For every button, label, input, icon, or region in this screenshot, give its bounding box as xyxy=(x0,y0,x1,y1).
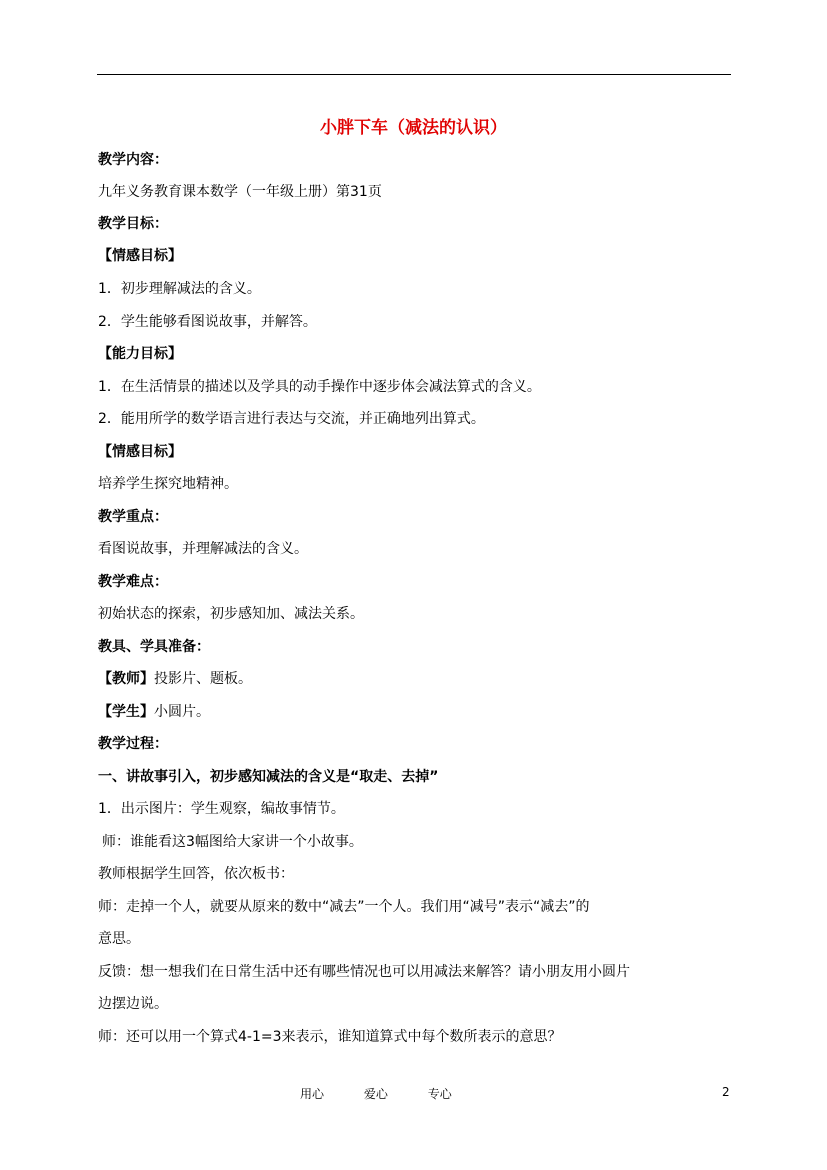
paragraph: 初始状态的探索，初步感知加、减法关系。 xyxy=(98,606,364,622)
materials-teacher xyxy=(98,669,252,689)
paragraph: 反馈：想一想我们在日常生活中还有哪些情况也可以用减法来解答？请小朋友用小圆片 xyxy=(98,964,630,980)
heading-content: 教学内容： xyxy=(98,152,168,168)
subheading: 【情感目标】 xyxy=(98,248,182,264)
footer-item: 专心 xyxy=(427,1087,452,1101)
list-item: 2．能用所学的数学语言进行表达与交流，并正确地列出算式。 xyxy=(98,411,485,427)
heading-materials: 教具、学具准备： xyxy=(98,639,210,655)
subheading: 【能力目标】 xyxy=(98,346,182,362)
footer-item: 用心 xyxy=(300,1087,325,1101)
heading-key-points: 教学重点： xyxy=(98,509,168,525)
paragraph: 九年义务教育课本数学（一年级上册）第31页 xyxy=(98,184,382,200)
subheading: 【情感目标】 xyxy=(98,444,182,460)
materials-student xyxy=(98,702,210,722)
paragraph: 师：走掉一个人，就要从原来的数中“减去”一个人。我们用“减号”表示“减去”的 xyxy=(98,899,590,915)
page-number: 2 xyxy=(722,1085,730,1099)
heading-process: 教学过程： xyxy=(98,736,168,752)
section-heading: 一、讲故事引入，初步感知减法的含义是“取走、去掉” xyxy=(98,769,439,785)
paragraph: 师：谁能看这3幅图给大家讲一个小故事。 xyxy=(102,834,363,850)
materials-teacher-text: 投影片、题板。 xyxy=(154,671,252,687)
list-item: 1．初步理解减法的含义。 xyxy=(98,281,261,297)
label-teacher: 【教师】 xyxy=(98,671,154,687)
list-item: 2．学生能够看图说故事，并解答。 xyxy=(98,314,317,330)
paragraph: 1．出示图片：学生观察，编故事情节。 xyxy=(98,801,345,817)
paragraph: 培养学生探究地精神。 xyxy=(98,476,238,492)
paragraph: 师：还可以用一个算式4-1=3来表示，谁知道算式中每个数所表示的意思？ xyxy=(98,1029,562,1045)
heading-goals: 教学目标： xyxy=(98,216,168,232)
footer-item: 爱心 xyxy=(363,1087,388,1101)
paragraph: 教师根据学生回答，依次板书： xyxy=(98,866,294,882)
heading-difficulties: 教学难点： xyxy=(98,574,168,590)
document-title: 小胖下车（减法的认识） xyxy=(320,118,507,138)
paragraph: 看图说故事，并理解减法的含义。 xyxy=(98,541,308,557)
materials-student-text: 小圆片。 xyxy=(154,704,210,720)
header-rule xyxy=(97,74,731,75)
label-student: 【学生】 xyxy=(98,704,154,720)
footer-motto xyxy=(300,1085,488,1102)
paragraph: 边摆边说。 xyxy=(98,996,168,1012)
list-item: 1．在生活情景的描述以及学具的动手操作中逐步体会减法算式的含义。 xyxy=(98,379,541,395)
paragraph: 意思。 xyxy=(98,931,140,947)
